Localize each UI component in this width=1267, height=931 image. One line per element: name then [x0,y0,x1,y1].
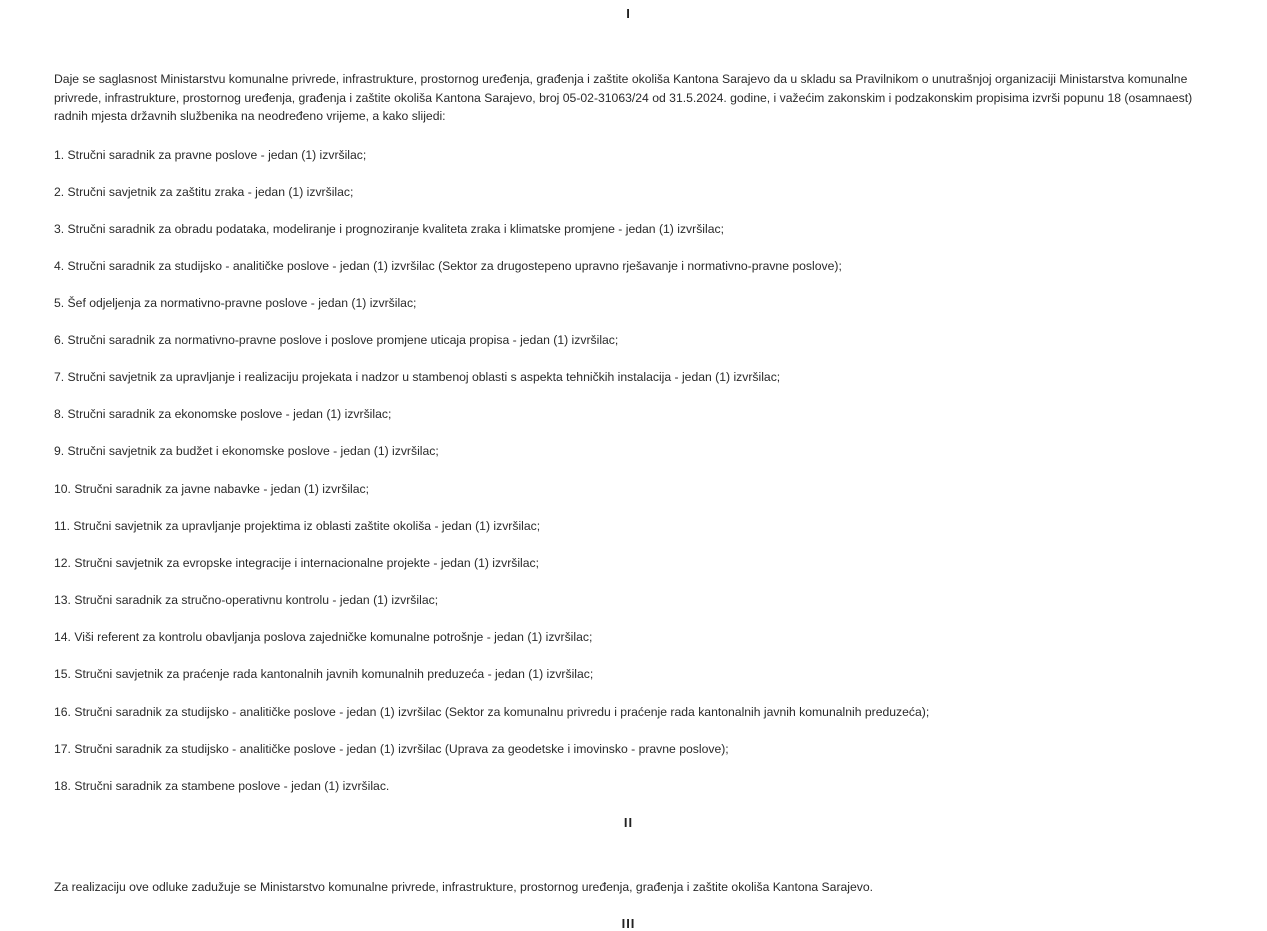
list-item: 4. Stručni saradnik za studijsko - analitičke poslove - jedan (1) izvršilac (Sektor za drugostepeno upravno rješavanje i normativno-pravne poslove); [54,259,842,273]
section-heading-i: I [626,6,631,21]
list-item: 11. Stručni savjetnik za upravljanje projektima iz oblasti zaštite okoliša - jedan (1) izvršilac; [54,519,541,533]
list-item: 9. Stručni savjetnik za budžet i ekonomske poslove - jedan (1) izvršilac; [54,444,439,458]
closing-paragraph: Za realizaciju ove odluke zadužuje se Ministarstvo komunalne privrede, infrastrukture, prostornog uređenja, građenja i zaštite okoliša Kantona Sarajevo. [54,880,874,894]
section-heading-ii: II [623,815,634,830]
list-item: 16. Stručni saradnik za studijsko - analitičke poslove - jedan (1) izvršilac (Sektor za komunalnu privredu i praćenje rada kantonalnih javnih komunalnih preduzeća); [54,705,930,719]
list-item: 7. Stručni savjetnik za upravljanje i realizaciju projekata i nadzor u stambenoj oblasti s aspekta tehničkih instalacija - jedan (1) izvršilac; [54,370,781,384]
list-item: 3. Stručni saradnik za obradu podataka, modeliranje i prognoziranje kvaliteta zraka i klimatske promjene - jedan (1) izvršilac; [54,222,724,236]
section-heading-iii: III [621,916,636,931]
list-item: 8. Stručni saradnik za ekonomske poslove - jedan (1) izvršilac; [54,407,392,421]
list-item: 5. Šef odjeljenja za normativno-pravne poslove - jedan (1) izvršilac; [54,296,417,310]
list-item: 13. Stručni saradnik za stručno-operativnu kontrolu - jedan (1) izvršilac; [54,593,439,607]
list-item: 6. Stručni saradnik za normativno-pravne poslove i poslove promjene uticaja propisa - jedan (1) izvršilac; [54,333,619,347]
list-item: 14. Viši referent za kontrolu obavljanja poslova zajedničke komunalne potrošnje - jedan (1) izvršilac; [54,630,593,644]
list-item: 1. Stručni saradnik za pravne poslove - jedan (1) izvršilac; [54,148,367,162]
list-item: 15. Stručni savjetnik za praćenje rada kantonalnih javnih komunalnih preduzeća - jedan (1) izvršilac; [54,667,594,681]
intro-paragraph: Daje se saglasnost Ministarstvu komunalne privrede, infrastrukture, prostornog uređenja, građenja i zaštite okoliša Kantona Sarajevo da u skladu sa Pravilnikom o unutrašnjoj organizaciji Ministarstva komunalne privrede, infrastrukture, prostornog uređenja, građenja i zaštite okoliša Kantona Sarajevo, broj 05-02-31063/24 od 31.5.2024. godine, i važećim zakonskim i podzakonskim propisima izvrši popunu 18 (osamnaest) radnih mjesta državnih službenika na neodređeno vrijeme, a kako slijedi: [54,72,1193,123]
list-item: 17. Stručni saradnik za studijsko - analitičke poslove - jedan (1) izvršilac (Uprava za geodetske i imovinsko - pravne poslove); [54,742,729,756]
list-item: 2. Stručni savjetnik za zaštitu zraka - jedan (1) izvršilac; [54,185,354,199]
list-item: 12. Stručni savjetnik za evropske integracije i internacionalne projekte - jedan (1) izvršilac; [54,556,540,570]
list-item: 18. Stručni saradnik za stambene poslove - jedan (1) izvršilac. [54,779,390,793]
list-item: 10. Stručni saradnik za javne nabavke - jedan (1) izvršilac; [54,482,369,496]
